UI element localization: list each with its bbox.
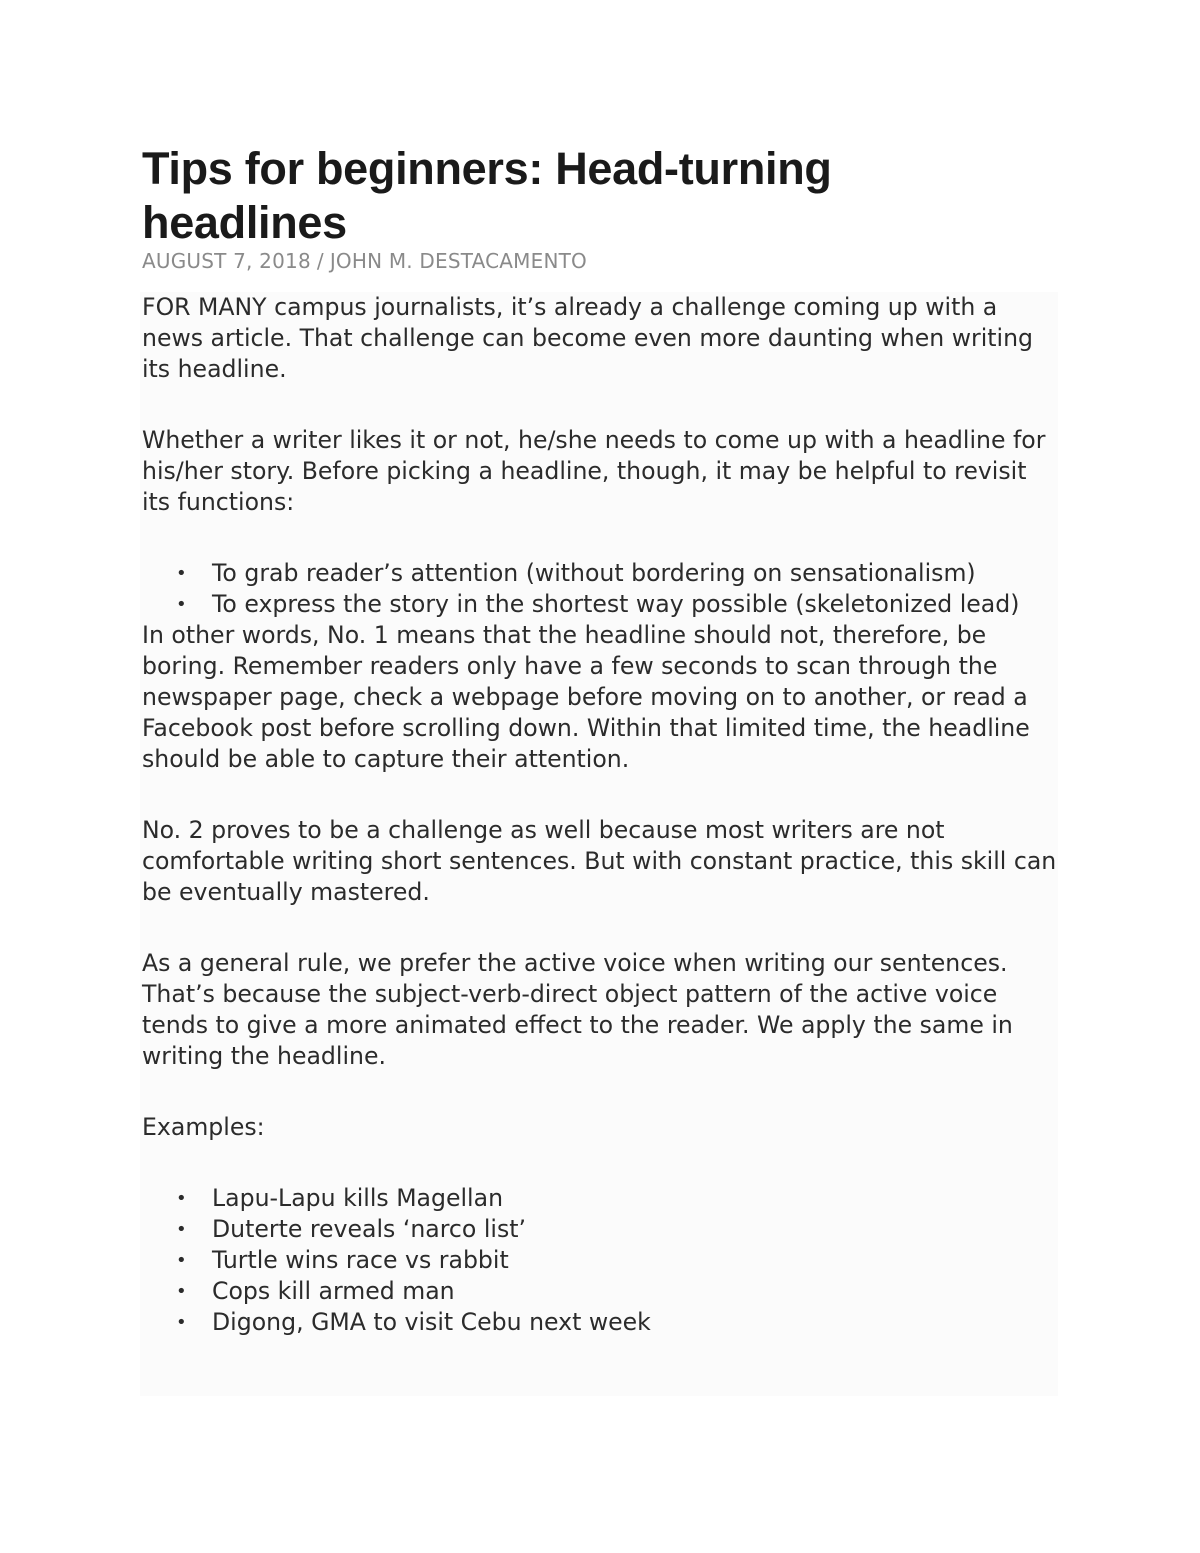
example-text: Turtle wins race vs rabbit xyxy=(212,1246,509,1274)
functions-list xyxy=(176,558,1058,620)
example-text: Duterte reveals ‘narco list’ xyxy=(212,1215,526,1243)
paragraph-intro: FOR MANY campus journalists, it’s already a challenge coming up with a news article. That challenge can become even more daunting when writing its headline. xyxy=(142,293,1034,383)
paragraph-functions-intro: Whether a writer likes it or not, he/she needs to come up with a headline for his/her story. Before picking a headline, though, it may be helpful to revisit its functions: xyxy=(142,426,1046,516)
bullet-icon: • xyxy=(176,1219,187,1240)
byline-separator: / xyxy=(316,249,324,273)
paragraph-no2: No. 2 proves to be a challenge as well because most writers are not comfortable writing short sentences. But with constant practice, this skill can be eventually mastered. xyxy=(142,816,1057,906)
paragraph-examples-label: Examples: xyxy=(142,1113,265,1141)
article-byline xyxy=(142,248,587,274)
function-text: To express the story in the shortest way possible (skeletonized lead) xyxy=(212,590,1020,618)
bullet-icon: • xyxy=(176,563,187,584)
example-text: Cops kill armed man xyxy=(212,1277,455,1305)
bullet-icon: • xyxy=(176,1188,187,1209)
list-item xyxy=(176,589,1058,620)
bullet-icon: • xyxy=(176,1250,187,1271)
example-text: Lapu-Lapu kills Magellan xyxy=(212,1184,504,1212)
list-item xyxy=(176,558,1058,589)
article-title: Tips for beginners: Head-turning headlines xyxy=(142,143,832,248)
article-body xyxy=(140,292,1058,1396)
bullet-icon: • xyxy=(176,1281,187,1302)
list-item xyxy=(176,1183,1058,1214)
paragraph-no1: In other words, No. 1 means that the headline should not, therefore, be boring. Remember readers only have a few seconds to scan through the newspaper page, check a webpage before moving on to another, or read a Facebook post before scrolling down. Within that limited time, the headline should be able to capture their attention. xyxy=(142,621,1030,773)
bullet-icon: • xyxy=(176,594,187,615)
list-item xyxy=(176,1276,1058,1307)
article-author: JOHN M. DESTACAMENTO xyxy=(329,249,587,273)
list-item xyxy=(176,1245,1058,1276)
list-item xyxy=(176,1307,1058,1338)
article-date: AUGUST 7, 2018 xyxy=(142,249,311,273)
bullet-icon: • xyxy=(176,1312,187,1333)
list-item xyxy=(176,1214,1058,1245)
paragraph-active-voice: As a general rule, we prefer the active voice when writing our sentences. That’s because the subject-verb-direct object pattern of the active voice tends to give a more animated effect to the reader. We apply the same in writing the headline. xyxy=(142,949,1013,1070)
function-text: To grab reader’s attention (without bordering on sensationalism) xyxy=(212,559,976,587)
examples-list xyxy=(176,1183,1058,1338)
example-text: Digong, GMA to visit Cebu next week xyxy=(212,1308,651,1336)
